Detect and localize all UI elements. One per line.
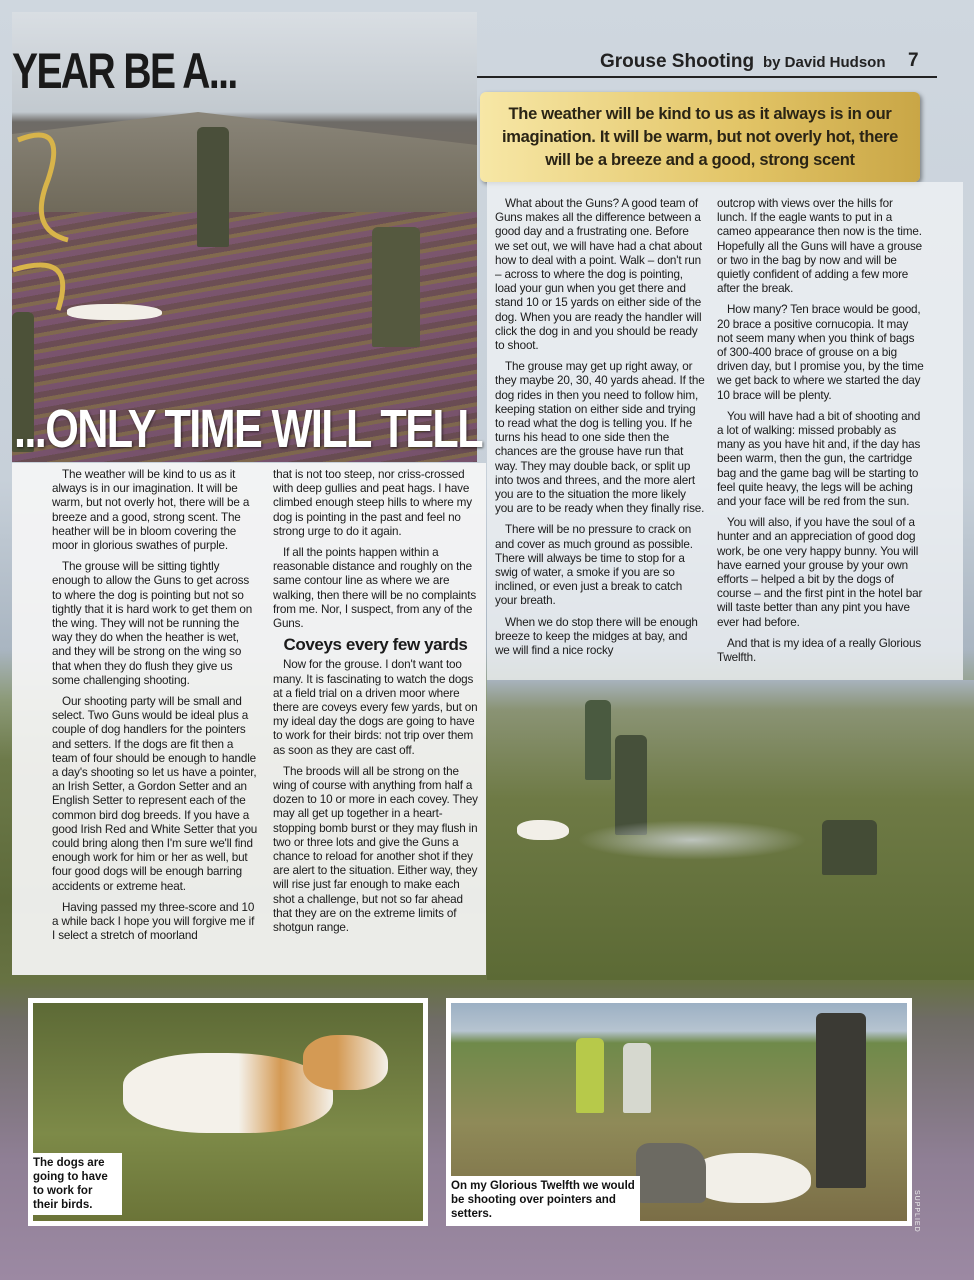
pull-quote-box bbox=[480, 92, 920, 182]
gun-figure-1 bbox=[585, 700, 611, 780]
body-column-2 bbox=[273, 468, 478, 942]
setter-dog bbox=[691, 1153, 811, 1203]
section-title: Grouse Shooting bbox=[600, 51, 755, 72]
pull-quote-text: The weather will be kind to us as it always is in our imagination. It will be warm, but not overly hot, there will be a breeze and a good, strong scent bbox=[501, 104, 899, 169]
caption-left: The dogs are going to have to work for their birds. bbox=[28, 1153, 122, 1215]
headline-top: YEAR BE A... bbox=[12, 43, 237, 99]
paragraph: You will have had a bit of shooting and a lot of walking: missed probably as many as you have hit and, if the day has been warm, then the gun, the cartridge bag and the game bag will be starting to feel quite heavy, the legs will be aching and your face will be red from the sun. bbox=[717, 409, 921, 509]
caption-right: On my Glorious Twelfth we would be shooting over pointers and setters. bbox=[446, 1176, 640, 1224]
paragraph: Our shooting party will be small and select. Two Guns would be ideal plus a couple of dog handlers for the pointers and setters. If the dogs are fit then a team of four should be enough to handle a day's shooting so let us have a pointer, an Irish Setter, a Gordon Setter and an English Setter to represent each of the common bird dog breeds. If you have a good Irish Red and White Setter that you could bring along then I'm sure we'll find enough work for him or her as well, but four good dogs will be enough barring accidents or extreme heat. bbox=[52, 695, 258, 893]
paragraph: The grouse will be sitting tightly enough to allow the Guns to get across to where the dog is pointing but not so tightly that it is hard work to get them on the wing. They will not be running the way they do when the heather is wet, and they will be strong on the wing so that when they do flush they give us some challenging shooting. bbox=[52, 560, 253, 687]
subheading: Coveys every few yards bbox=[283, 635, 468, 655]
paragraph: What about the Guns? A good team of Guns makes all the difference between a good day and a frustrating one. Before we set out, we will have had a chat about how to deal with a point. Walk – don't run – across to where the dog is pointing, load your gun when you get there and stand 10 or 15 yards on either side of the dog. When you are ready the handler will click the dog in and you should be ready to shoot. bbox=[495, 197, 702, 353]
paragraph: The broods will all be strong on the wing of course with anything from half a dozen to 10 or more in each covey. They may all get up together in a heart-stopping bomb burst or they may flush in two or three lots and give the Guns a chance to reload for another shot if they are alert to the situation. Either way, they will rise just far enough to make each shot a challenge, but not so far ahead that they are on the extreme limits of shotgun range. bbox=[273, 764, 478, 935]
gun-smoke bbox=[577, 820, 807, 860]
paragraph: Having passed my three-score and 10 a while back I hope you will forgive me if I select a stretch of moorland bbox=[52, 900, 255, 943]
handler-figure bbox=[372, 227, 420, 347]
decorative-script-lettering bbox=[8, 120, 88, 320]
shooter-figure bbox=[197, 127, 229, 247]
paragraph: outcrop with views over the hills for lunch. If the eagle wants to put in a cameo appearance then now is the time. Hopefully all the Guns will have a grouse or two in the bag by now and will be quietly confident of adding a few more after the break. bbox=[717, 197, 922, 296]
rock bbox=[636, 1143, 706, 1203]
paragraph: How many? Ten brace would be good, 20 brace a positive cornucopia. It may not seem many when you think of bags of 300-400 brace of grouse on a big driven day, but I promise you, by the time we get back to where we started the day 10 brace will be plenty. bbox=[717, 303, 924, 402]
headline-bottom: ...ONLY TIME WILL TELL bbox=[14, 399, 483, 459]
paragraph: The grouse may get up right away, or they maybe 20, 30, 40 yards ahead. If the dog rides in then you need to follow him, keeping station on either side and trying to read what the dog is telling you. If he turns his head to one side then the chances are the grouse have run that way. They may double back, or split up into twos and threes, and the more alert you are to the situation the more likely you are to be ready when they finally rise. bbox=[495, 360, 705, 516]
page-number: 7 bbox=[908, 50, 919, 71]
walker-3 bbox=[816, 1013, 866, 1188]
paragraph: And that is my idea of a really Glorious Twelfth. bbox=[717, 636, 922, 665]
paragraph: The weather will be kind to us as it always is in our imagination. It will be warm, but not overly hot, there will be a breeze and a good, strong scent. The heather will be in bloom covering the moor in glorious swathes of purple. bbox=[52, 468, 250, 553]
pointer-dog-head bbox=[303, 1035, 388, 1090]
photo-credit: SUPPLIED bbox=[913, 1190, 920, 1233]
paragraph: When we do stop there will be enough breeze to keep the midges at bay, and we will find a nice rocky bbox=[495, 615, 698, 658]
paragraph: You will also, if you have the soul of a hunter and an appreciation of good dog work, be one very happy bunny. You will have earned your grouse by your own efforts – helped a bit by the dogs of course – and the first pint in the hotel bar will taste better than any pint you have ever had before. bbox=[717, 516, 923, 629]
walker-1 bbox=[576, 1038, 604, 1113]
body-column-4 bbox=[717, 197, 924, 672]
body-column-3 bbox=[495, 197, 705, 665]
byline: by David Hudson bbox=[763, 54, 886, 71]
paragraph: Now for the grouse. I don't want too many. It is fascinating to watch the dogs at a field trial on a driven moor where there are coveys every few yards, but on my ideal day the dogs are going to have to work for their birds: not trip over them as soon as they are cast off. bbox=[273, 658, 478, 757]
paragraph: that is not too steep, nor criss-crossed with deep gullies and peat hags. I have climbed enough steep hills to where my dog is pointing in the past and feel no strong urge to do it again. bbox=[273, 468, 472, 538]
field-dog bbox=[517, 820, 569, 840]
body-column-1 bbox=[52, 468, 260, 951]
field-trial-photo bbox=[487, 680, 974, 980]
walker-2 bbox=[623, 1043, 651, 1113]
paragraph: There will be no pressure to crack on and cover as much ground as possible. There will always be time to stop for a swig of water, a smoke if you are so inclined, or even just a break to catch your breath. bbox=[495, 523, 693, 608]
paragraph: If all the points happen within a reasonable distance and roughly on the same contour line as where we are walking, then there will be no complaints from me. Nor, I suspect, from any of the Guns. bbox=[273, 546, 477, 631]
shooting-gun-figure bbox=[822, 820, 877, 875]
pointer-dog-body bbox=[123, 1053, 333, 1133]
